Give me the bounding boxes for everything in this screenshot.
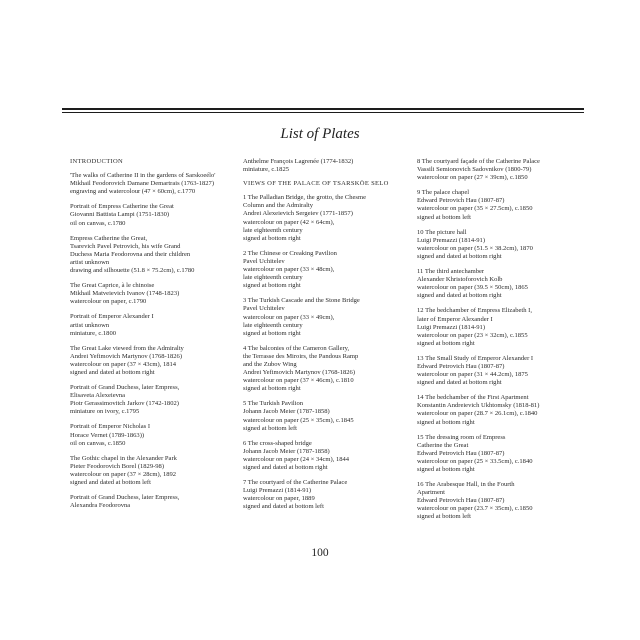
plates-column-3 [417,158,589,529]
plate-entry-line: 3 The Turkish Cascade and the Stone Bridge [243,297,360,305]
plate-entry-line: 15 The dressing room of Empress [417,433,506,441]
plate-entry-line: 'The walks of Catherine II in the gardens of Sarskoeélo' [70,172,216,180]
plate-entry-line: 9 The palace chapel [417,189,470,197]
plate-entry-line: watercolour on paper (35 × 27.5cm), c.1850 [417,205,533,213]
plate-list [70,172,238,510]
plate-entry-line: 8 The courtyard façade of the Catherine Palace [417,158,540,165]
plate-entry-line: watercolour on paper (23.7 × 35cm), c.1850 [417,505,533,513]
plate-entry-line: Elisaveta Alexeievna [70,392,126,400]
header-rule-thin [62,112,584,113]
plate-entry-line: oil on canvas, c.1780 [70,219,126,227]
plate-entry-line: watercolour on paper (42 × 64cm), [243,218,335,226]
plate-entry-line: Johann Jacob Meier (1787-1858) [243,408,330,416]
plate-entry [417,481,589,521]
plate-entry [243,345,415,394]
plate-entry [70,313,238,337]
plate-entry-line: signed at bottom right [243,282,301,290]
plate-entry-line: late eighteenth century [243,274,303,282]
plate-entry-line: Tsarevich Pavel Petrovich, his wife Grand [70,242,181,250]
plate-entry-line: signed and dated at bottom right [417,292,502,300]
plate-entry-line: Andrei Yefimovich Martynov (1768-1826) [70,352,183,360]
plate-entry-line: Edward Petrovich Hau (1807-87) [417,449,505,457]
plate-entry-line: Column and the Admiralty [243,202,314,210]
plates-column-2 [243,158,415,518]
plate-entry-line: Pavel Uchitelev [243,305,285,313]
plate-entry-line: The Great Lake viewed from the Admiralty [70,344,184,352]
plate-entry-line: the Terrasse des Miroirs, the Pandous Ramp [243,352,359,360]
plate-entry-line: signed and dated at bottom right [417,252,502,260]
plate-entry-line: watercolour on paper (33 × 48cm), [243,266,335,274]
plate-entry-line: signed at bottom right [417,339,475,347]
page-number: 100 [311,547,329,559]
plate-entry-line: watercolour on paper (33 × 49cm), [243,313,335,321]
plate-entry-line: signed and dated at bottom left [243,503,324,511]
header-rule-thick [62,108,584,110]
plate-entry [70,494,238,510]
plate-entry-line: Luigi Premazzi (1814-91) [417,236,485,244]
plate-entry [70,203,238,227]
plate-entry-line: Vassili Semionovich Sadovnikov (1800-79) [417,166,532,174]
plate-entry-line: drawing and silhouette (51.8 × 75.2cm), c.1780 [70,267,195,275]
page-title: List of Plates [280,126,360,142]
plate-list-continued [243,158,415,174]
plate-entry-line: signed at bottom left [417,513,472,521]
plate-entry-line: watercolour on paper (25 × 35cm), c.1845 [243,416,354,424]
plate-entry-line: Mikhail Feodorovich Damane Demartrais (1763-1827) [70,180,214,188]
plate-entry-line: watercolour on paper (37 × 46cm), c.1810 [243,377,354,385]
plate-entry-line: Piotr Gerassimovitch Jarkov (1742-1802) [70,400,179,408]
plate-entry-line: Pavel Uchitelev [243,257,285,265]
plate-entry-line: Portrait of Emperor Nicholas I [70,423,150,431]
plate-entry [70,282,238,306]
plate-entry [417,355,589,387]
plate-entry-line: Apartment [417,489,445,497]
plate-entry-line: watercolour on paper (37 × 43cm), 1814 [70,360,177,368]
plate-entry-line: 4 The balconies of the Cameron Gallery, [243,344,350,352]
plate-entry-line: Anthelme François Lagrenée (1774-1832) [243,158,354,165]
plate-entry-line: Mikhail Matveievich Ivanov (1748-1823) [70,290,180,298]
plate-entry [70,172,238,196]
plate-entry-line: Alexandra Feodorovna [70,502,131,510]
plate-entry-line: Catherine the Great [417,441,469,449]
plate-entry-line: Andrei Alexeievich Sergeiev (1771-1857) [243,210,353,218]
plate-entry-line: watercolour on paper, 1889 [243,495,315,503]
plate-entry-line: miniature, c.1800 [70,329,116,337]
plate-entry [243,440,415,472]
plate-entry-line: signed and dated at bottom right [70,368,155,376]
plate-entry-line: signed and dated at bottom right [243,464,328,471]
plate-entry-line: Horace Vernet (1789-1863)) [70,431,145,439]
plate-entry-line: 14 The bedchamber of the First Apartment [417,394,529,402]
plate-entry-line: signed at bottom right [243,385,301,393]
plate-entry-line: Empress Catherine the Great, [70,234,148,242]
plate-entry-line: signed at bottom left [243,424,298,432]
plate-entry [243,250,415,290]
plate-entry [417,189,589,221]
section-heading-views: VIEWS OF THE PALACE OF TSARSKÖE SELO [243,180,389,188]
plate-entry [70,423,238,447]
plate-entry-line: watercolour on paper (37 × 28cm), 1892 [70,470,177,478]
plate-entry-line: watercolour on paper (23 × 32cm), c.1855 [417,331,528,339]
plate-entry-line: The Gothic chapel in the Alexander Park [70,454,177,462]
plate-entry-line: 5 The Turkish Pavilion [243,400,304,408]
plate-entry [243,158,415,174]
plate-entry-line: signed at bottom right [417,418,475,426]
plate-entry-line: late eighteenth century [243,226,303,234]
plate-entry-line: Alexander Khristoforovich Kolb [417,276,503,284]
plate-entry-line: 6 The cross-shaped bridge [243,439,312,447]
plate-entry-line: The Great Caprice, à le chinoise [70,282,155,290]
plate-entry-line: 16 The Arabesque Hall, in the Fourth [417,481,515,489]
plate-entry-line: Konstantin Andreievich Ukhtomsky (1818-81) [417,402,540,410]
plate-entry-line: later of Emperor Alexander I [417,315,493,323]
plate-entry-line: watercolour on paper (25 × 33.5cm), c.1840 [417,457,533,465]
plate-entry-line: Luigi Premazzi (1814-91) [243,487,311,495]
plate-entry-line: signed and dated at bottom left [70,479,151,486]
plate-entry-line: Luigi Premazzi (1814-91) [417,323,485,331]
plate-entry [243,400,415,432]
section-heading-introduction: INTRODUCTION [70,158,124,165]
plate-entry [70,345,238,377]
plate-entry [243,297,415,337]
plate-entry-line: Portrait of Emperor Alexander I [70,313,154,321]
plate-entry [417,158,589,182]
plate-entry [417,268,589,300]
plate-entry-line: 10 The picture hall [417,228,467,236]
plate-entry-line: watercolour on paper (24 × 34cm), 1844 [243,455,350,463]
plate-entry-line: Portrait of Grand Duchess, later Empress, [70,384,180,392]
plate-entry-line: 12 The bedchamber of Empress Elizabeth I, [417,307,532,315]
plate-entry-line: watercolour on paper (39.5 × 50cm), 1865 [417,284,528,292]
plate-entry-line: 11 The third antechamber [417,268,485,276]
plate-entry-line: artist unknown [70,321,110,329]
plate-entry [417,229,589,261]
plate-entry-line: watercolour on paper (27 × 39cm), c.1850 [417,174,528,182]
plate-entry-line: signed and dated at bottom right [417,379,502,387]
plate-entry-line: miniature on ivory, c.1795 [70,408,140,416]
plate-entry-line: 7 The courtyard of the Catherine Palace [243,479,348,487]
plate-entry-line: signed at bottom right [243,234,301,242]
plate-entry-line: Giovanni Battista Lampi (1751-1830) [70,211,170,219]
plate-list [417,158,589,522]
plate-entry-line: signed at bottom right [417,466,475,473]
plate-entry-line: Portrait of Grand Duchess, later Empress, [70,494,180,502]
plate-list [243,194,415,511]
plate-entry [417,394,589,426]
plates-column-1 [70,158,238,517]
plate-entry-line: 1 The Palladian Bridge, the grotto, the Chesme [243,194,366,202]
plate-entry-line: Edward Petrovich Hau (1807-87) [417,497,505,505]
plate-entry-line: signed at bottom left [417,213,472,221]
plate-entry-line: engraving and watercolour (47 × 60cm), c.1770 [70,188,196,196]
plate-entry [243,479,415,511]
plate-entry-line: late eighteenth century [243,321,303,329]
plate-entry-line: watercolour on paper (28.7 × 26.1cm), c.1840 [417,410,538,418]
plate-entry-line: watercolour on paper (51.5 × 38.2cm), 1870 [417,244,533,252]
plate-entry-line: Johann Jacob Meier (1787-1858) [243,447,330,455]
plate-entry [417,434,589,474]
plate-entry-line: watercolour on paper (31 × 44.2cm), 1875 [417,371,528,379]
plate-entry-line: artist unknown [70,258,110,266]
plate-entry-line: watercolour on paper, c.1790 [70,298,147,306]
plate-entry-line: signed at bottom right [243,329,301,337]
plate-entry [70,235,238,275]
plate-entry-line: 13 The Small Study of Emperor Alexander I [417,354,534,362]
plate-entry-line: oil on canvas, c.1850 [70,439,126,447]
plate-entry [417,307,589,347]
plate-entry [70,384,238,416]
plate-entry-line: Pieter Feodorovich Borel (1829-98) [70,462,164,470]
plate-entry-line: Andrei Yefimovich Martynov (1768-1826) [243,369,356,377]
plate-entry-line: Edward Petrovich Hau (1807-87) [417,197,505,205]
plate-entry-line: Edward Petrovich Hau (1807-87) [417,362,505,370]
plate-entry [243,194,415,243]
plate-entry [70,455,238,487]
plate-entry-line: and the Zubov Wing [243,360,297,368]
plate-entry-line: miniature, c.1825 [243,166,289,174]
plate-entry-line: Duchess Maria Feodorovna and their children [70,250,191,258]
plate-entry-line: Portrait of Empress Catherine the Great [70,203,174,211]
plate-entry-line: 2 The Chinese or Creaking Pavilion [243,249,337,257]
